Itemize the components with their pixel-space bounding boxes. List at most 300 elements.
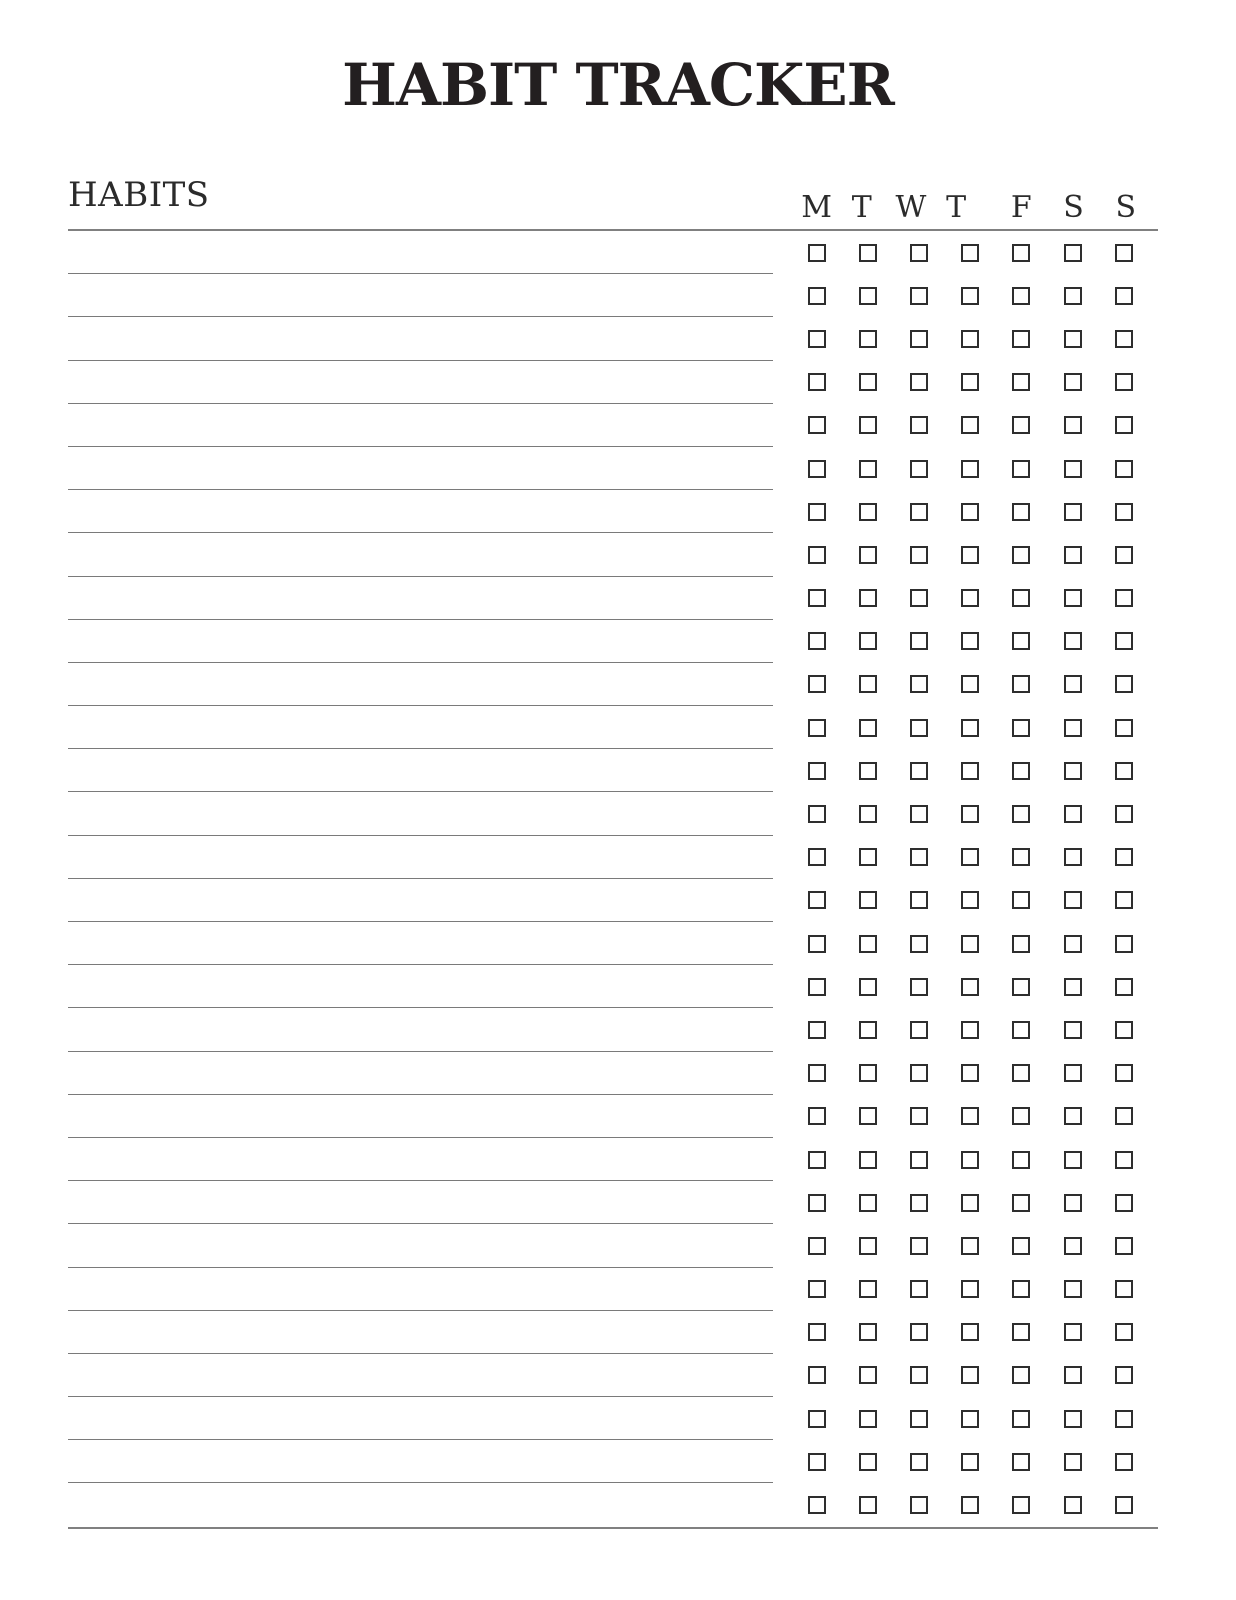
day-checkbox[interactable] [1115,891,1133,909]
checkbox-cell [893,330,944,348]
checkbox-cell [791,1453,842,1471]
day-checkbox[interactable] [1115,1366,1133,1384]
day-checkbox[interactable] [1012,1021,1030,1039]
day-checkbox[interactable] [1012,891,1030,909]
day-checkbox[interactable] [808,1107,826,1125]
day-checkbox[interactable] [1064,1021,1082,1039]
day-checkbox[interactable] [1115,978,1133,996]
checkbox-cell [996,1410,1047,1428]
day-checkbox[interactable] [1064,935,1082,953]
day-checkbox[interactable] [1115,1021,1133,1039]
day-checkbox[interactable] [808,503,826,521]
habit-name-line[interactable] [68,879,773,922]
day-checkbox[interactable] [961,1237,979,1255]
day-checkbox[interactable] [859,935,877,953]
day-checkbox[interactable] [1115,632,1133,650]
habit-name-line[interactable] [68,1181,773,1224]
day-header-5: S [1063,190,1084,225]
day-checkbox[interactable] [859,805,877,823]
checkbox-cell [791,1021,842,1039]
day-checkbox[interactable] [910,1194,928,1212]
checkbox-cell [1047,1410,1098,1428]
day-checkbox[interactable] [1115,1323,1133,1341]
day-checkbox[interactable] [1064,1064,1082,1082]
day-checkbox[interactable] [859,891,877,909]
day-checkbox[interactable] [859,373,877,391]
day-checkbox[interactable] [1064,1280,1082,1298]
habit-name-line[interactable] [68,792,773,835]
habit-name-line[interactable] [68,1311,773,1354]
day-checkbox[interactable] [961,978,979,996]
habit-name-line[interactable] [68,1095,773,1138]
day-checkbox[interactable] [808,1064,826,1082]
day-checkbox[interactable] [1115,762,1133,780]
habit-name-line[interactable] [68,1052,773,1095]
day-checkbox[interactable] [1012,589,1030,607]
day-checkbox[interactable] [910,589,928,607]
checkbox-cell [791,805,842,823]
day-checkbox[interactable] [859,330,877,348]
day-checkbox[interactable] [1064,244,1082,262]
day-checkbox[interactable] [808,805,826,823]
checkbox-group [791,935,1149,953]
day-checkbox[interactable] [961,460,979,478]
habit-row [68,1268,1158,1311]
day-checkbox[interactable] [859,762,877,780]
day-checkbox[interactable] [910,1410,928,1428]
day-checkbox[interactable] [1064,1194,1082,1212]
checkbox-cell [1098,244,1149,262]
day-checkbox[interactable] [808,244,826,262]
day-checkbox[interactable] [961,1194,979,1212]
day-checkbox[interactable] [1115,546,1133,564]
day-checkbox[interactable] [859,1107,877,1125]
checkbox-cell [893,503,944,521]
checkbox-cell [1047,1151,1098,1169]
habit-name-line[interactable] [68,922,773,965]
checkbox-cell [791,1323,842,1341]
checkbox-cell [893,1453,944,1471]
day-checkbox[interactable] [808,1496,826,1514]
checkbox-cell [996,460,1047,478]
checkbox-cell [893,1064,944,1082]
day-checkbox[interactable] [961,1366,979,1384]
day-checkbox[interactable] [859,1496,877,1514]
day-checkbox[interactable] [1064,848,1082,866]
day-checkbox[interactable] [859,589,877,607]
day-checkbox[interactable] [1012,805,1030,823]
day-checkbox[interactable] [910,1237,928,1255]
day-checkbox[interactable] [961,416,979,434]
day-checkbox[interactable] [808,675,826,693]
day-checkbox[interactable] [1115,287,1133,305]
day-checkbox[interactable] [808,1021,826,1039]
habit-name-line[interactable] [68,361,773,404]
day-checkbox[interactable] [1064,632,1082,650]
day-checkbox[interactable] [961,891,979,909]
day-checkbox[interactable] [1012,1237,1030,1255]
day-checkbox[interactable] [859,460,877,478]
day-checkbox[interactable] [1064,1151,1082,1169]
habit-name-line[interactable] [68,577,773,620]
day-checkbox[interactable] [910,805,928,823]
checkbox-cell [1047,632,1098,650]
day-checkbox[interactable] [1115,1410,1133,1428]
day-checkbox[interactable] [1115,416,1133,434]
day-checkbox[interactable] [1012,935,1030,953]
day-checkbox[interactable] [1064,503,1082,521]
checkbox-cell [791,762,842,780]
day-checkbox[interactable] [961,244,979,262]
day-checkbox[interactable] [1012,1496,1030,1514]
day-checkbox[interactable] [859,978,877,996]
checkbox-cell [842,1237,893,1255]
day-checkbox[interactable] [961,1107,979,1125]
habit-name-line[interactable] [68,1268,773,1311]
day-checkbox[interactable] [1064,373,1082,391]
day-checkbox[interactable] [808,589,826,607]
habit-name-line[interactable] [68,965,773,1008]
checkbox-cell [1098,1237,1149,1255]
day-checkbox[interactable] [961,805,979,823]
day-checkbox[interactable] [1012,1151,1030,1169]
day-checkbox[interactable] [808,373,826,391]
habit-name-line[interactable] [68,1138,773,1181]
day-checkbox[interactable] [1012,1194,1030,1212]
day-checkbox[interactable] [859,503,877,521]
habit-name-line[interactable] [68,404,773,447]
day-checkbox[interactable] [910,460,928,478]
day-checkbox[interactable] [808,848,826,866]
day-checkbox[interactable] [1012,632,1030,650]
checkbox-cell [945,1194,996,1212]
day-checkbox[interactable] [808,1237,826,1255]
checkbox-cell [791,1280,842,1298]
day-checkbox[interactable] [910,891,928,909]
day-checkbox[interactable] [859,546,877,564]
checkbox-cell [996,891,1047,909]
habit-name-line[interactable] [68,490,773,533]
day-checkbox[interactable] [910,287,928,305]
checkbox-cell [945,1496,996,1514]
day-checkbox[interactable] [910,1280,928,1298]
day-checkbox[interactable] [1064,762,1082,780]
day-checkbox[interactable] [859,1194,877,1212]
day-checkbox[interactable] [1115,589,1133,607]
day-checkbox[interactable] [1064,1496,1082,1514]
day-checkbox[interactable] [1012,1107,1030,1125]
day-checkbox[interactable] [1064,330,1082,348]
day-checkbox[interactable] [1115,848,1133,866]
day-checkbox[interactable] [1115,805,1133,823]
day-checkbox[interactable] [808,416,826,434]
checkbox-cell [893,1194,944,1212]
checkbox-cell [1047,287,1098,305]
day-checkbox[interactable] [1064,1453,1082,1471]
day-checkbox[interactable] [1115,1453,1133,1471]
habit-name-line[interactable] [68,533,773,576]
day-checkbox[interactable] [1064,287,1082,305]
day-checkbox[interactable] [961,675,979,693]
checkbox-cell [945,416,996,434]
day-checkbox[interactable] [859,1021,877,1039]
day-checkbox[interactable] [859,1237,877,1255]
checkbox-cell [1098,330,1149,348]
day-checkbox[interactable] [808,891,826,909]
habit-row [68,404,1158,447]
day-checkbox[interactable] [961,1410,979,1428]
day-checkbox[interactable] [1064,978,1082,996]
day-checkbox[interactable] [1115,675,1133,693]
day-checkbox[interactable] [961,762,979,780]
day-checkbox[interactable] [910,503,928,521]
day-checkbox[interactable] [1012,978,1030,996]
checkbox-cell [945,805,996,823]
day-checkbox[interactable] [808,1366,826,1384]
page-title: HABIT TRACKER [342,51,894,119]
checkbox-cell [893,546,944,564]
day-checkbox[interactable] [1064,1237,1082,1255]
checkbox-group [791,1021,1149,1039]
day-checkbox[interactable] [910,675,928,693]
day-checkbox[interactable] [1012,848,1030,866]
checkbox-cell [1047,503,1098,521]
day-checkbox[interactable] [808,719,826,737]
day-checkbox[interactable] [910,546,928,564]
checkbox-cell [842,675,893,693]
day-checkbox[interactable] [1064,416,1082,434]
day-checkbox[interactable] [1064,460,1082,478]
day-checkbox[interactable] [859,719,877,737]
day-checkbox[interactable] [859,1151,877,1169]
day-checkbox[interactable] [1012,373,1030,391]
day-checkbox[interactable] [1115,1151,1133,1169]
day-checkbox[interactable] [1012,416,1030,434]
day-checkbox[interactable] [961,848,979,866]
day-checkbox[interactable] [910,935,928,953]
day-checkbox[interactable] [961,330,979,348]
day-checkbox[interactable] [808,546,826,564]
habit-name-line[interactable] [68,1397,773,1440]
day-checkbox[interactable] [808,1151,826,1169]
checkbox-group [791,675,1149,693]
day-checkbox[interactable] [961,935,979,953]
day-checkbox[interactable] [1115,1194,1133,1212]
day-checkbox[interactable] [808,935,826,953]
day-checkbox[interactable] [1115,1064,1133,1082]
day-checkbox[interactable] [1012,1410,1030,1428]
day-checkbox[interactable] [1064,1366,1082,1384]
day-checkbox[interactable] [1012,675,1030,693]
day-checkbox[interactable] [1012,1366,1030,1384]
day-checkbox[interactable] [1064,1410,1082,1428]
day-checkbox[interactable] [808,762,826,780]
day-checkbox[interactable] [910,330,928,348]
day-checkbox[interactable] [1064,1107,1082,1125]
day-checkbox[interactable] [910,244,928,262]
day-checkbox[interactable] [961,1151,979,1169]
day-checkbox[interactable] [1115,935,1133,953]
day-checkbox[interactable] [1115,1280,1133,1298]
habit-name-line[interactable] [68,749,773,792]
day-checkbox[interactable] [859,416,877,434]
day-checkbox[interactable] [808,460,826,478]
day-checkbox[interactable] [1115,460,1133,478]
day-checkbox[interactable] [961,1323,979,1341]
checkbox-cell [945,1064,996,1082]
day-checkbox[interactable] [961,719,979,737]
day-checkbox[interactable] [961,589,979,607]
day-checkbox[interactable] [910,1107,928,1125]
day-checkbox[interactable] [1012,546,1030,564]
habit-name-line[interactable] [68,1008,773,1051]
checkbox-cell [893,1151,944,1169]
day-checkbox[interactable] [961,546,979,564]
day-checkbox[interactable] [859,1410,877,1428]
day-checkbox[interactable] [808,1323,826,1341]
checkbox-cell [1047,589,1098,607]
day-checkbox[interactable] [808,1453,826,1471]
day-checkbox[interactable] [961,287,979,305]
day-checkbox[interactable] [961,373,979,391]
day-checkbox[interactable] [859,1064,877,1082]
habit-name-line[interactable] [68,1354,773,1397]
day-checkbox[interactable] [961,1064,979,1082]
habit-name-line[interactable] [68,447,773,490]
day-checkbox[interactable] [1064,1323,1082,1341]
day-checkbox[interactable] [1115,330,1133,348]
day-checkbox[interactable] [910,632,928,650]
day-checkbox[interactable] [859,1280,877,1298]
day-checkbox[interactable] [961,503,979,521]
checkbox-cell [893,1237,944,1255]
checkbox-group [791,373,1149,391]
day-checkbox[interactable] [1115,1496,1133,1514]
day-checkbox[interactable] [859,287,877,305]
day-checkbox[interactable] [1012,719,1030,737]
day-checkbox[interactable] [961,1453,979,1471]
habit-name-line[interactable] [68,317,773,360]
day-checkbox[interactable] [910,1151,928,1169]
habit-name-line[interactable] [68,836,773,879]
checkbox-cell [842,1064,893,1082]
day-checkbox[interactable] [1012,1323,1030,1341]
day-checkbox[interactable] [859,632,877,650]
day-checkbox[interactable] [1012,244,1030,262]
habit-name-line[interactable] [68,663,773,706]
habit-name-line[interactable] [68,706,773,749]
day-checkbox[interactable] [1064,891,1082,909]
day-checkbox[interactable] [808,1280,826,1298]
checkbox-cell [1047,762,1098,780]
day-checkbox[interactable] [1115,503,1133,521]
day-checkbox[interactable] [910,762,928,780]
day-checkbox[interactable] [910,1366,928,1384]
day-checkbox[interactable] [1012,1064,1030,1082]
day-checkbox[interactable] [910,416,928,434]
day-checkbox[interactable] [1064,719,1082,737]
day-checkbox[interactable] [808,978,826,996]
day-checkbox[interactable] [859,848,877,866]
day-checkbox[interactable] [961,632,979,650]
day-checkbox[interactable] [910,1323,928,1341]
day-checkbox[interactable] [910,373,928,391]
habit-row [68,231,1158,274]
checkbox-cell [945,546,996,564]
day-checkbox[interactable] [859,244,877,262]
habit-name-line[interactable] [68,274,773,317]
day-checkbox[interactable] [1012,503,1030,521]
habit-name-line[interactable] [68,620,773,663]
checkbox-group [791,632,1149,650]
habit-name-line[interactable] [68,1483,773,1526]
checkbox-group [791,287,1149,305]
checkbox-cell [945,1021,996,1039]
day-checkbox[interactable] [1012,460,1030,478]
day-checkbox[interactable] [859,1323,877,1341]
checkbox-group [791,1453,1149,1471]
day-checkbox[interactable] [1115,1107,1133,1125]
day-checkbox[interactable] [910,719,928,737]
day-checkbox[interactable] [1012,330,1030,348]
day-checkbox[interactable] [910,1496,928,1514]
habit-name-line[interactable] [68,231,773,274]
day-checkbox[interactable] [910,978,928,996]
day-checkbox[interactable] [910,1021,928,1039]
day-checkbox[interactable] [1064,589,1082,607]
checkbox-cell [1047,244,1098,262]
day-checkbox[interactable] [1012,762,1030,780]
day-checkbox[interactable] [1064,546,1082,564]
checkbox-cell [791,632,842,650]
checkbox-cell [1098,805,1149,823]
checkbox-cell [791,589,842,607]
day-checkbox[interactable] [808,1194,826,1212]
day-checkbox[interactable] [808,287,826,305]
day-checkbox[interactable] [808,1410,826,1428]
checkbox-group [791,1237,1149,1255]
day-checkbox[interactable] [1115,1237,1133,1255]
checkbox-cell [945,1107,996,1125]
day-checkbox[interactable] [1115,373,1133,391]
checkbox-cell [1047,1107,1098,1125]
day-checkbox[interactable] [808,330,826,348]
day-checkbox[interactable] [961,1496,979,1514]
day-checkbox[interactable] [1064,675,1082,693]
day-checkbox[interactable] [859,1366,877,1384]
checkbox-cell [842,1366,893,1384]
day-checkbox[interactable] [961,1021,979,1039]
day-checkbox[interactable] [1064,805,1082,823]
day-checkbox[interactable] [1115,719,1133,737]
day-checkbox[interactable] [910,848,928,866]
day-checkbox[interactable] [859,1453,877,1471]
day-checkbox[interactable] [1012,1280,1030,1298]
habit-name-line[interactable] [68,1440,773,1483]
habit-row [68,1052,1158,1095]
day-checkbox[interactable] [1115,244,1133,262]
day-checkbox[interactable] [859,675,877,693]
day-checkbox[interactable] [961,1280,979,1298]
day-checkbox[interactable] [910,1453,928,1471]
day-checkbox[interactable] [808,632,826,650]
habit-name-line[interactable] [68,1224,773,1267]
day-checkbox[interactable] [910,1064,928,1082]
checkbox-cell [893,1366,944,1384]
day-checkbox[interactable] [1012,287,1030,305]
habit-row [68,1397,1158,1440]
day-checkbox[interactable] [1012,1453,1030,1471]
